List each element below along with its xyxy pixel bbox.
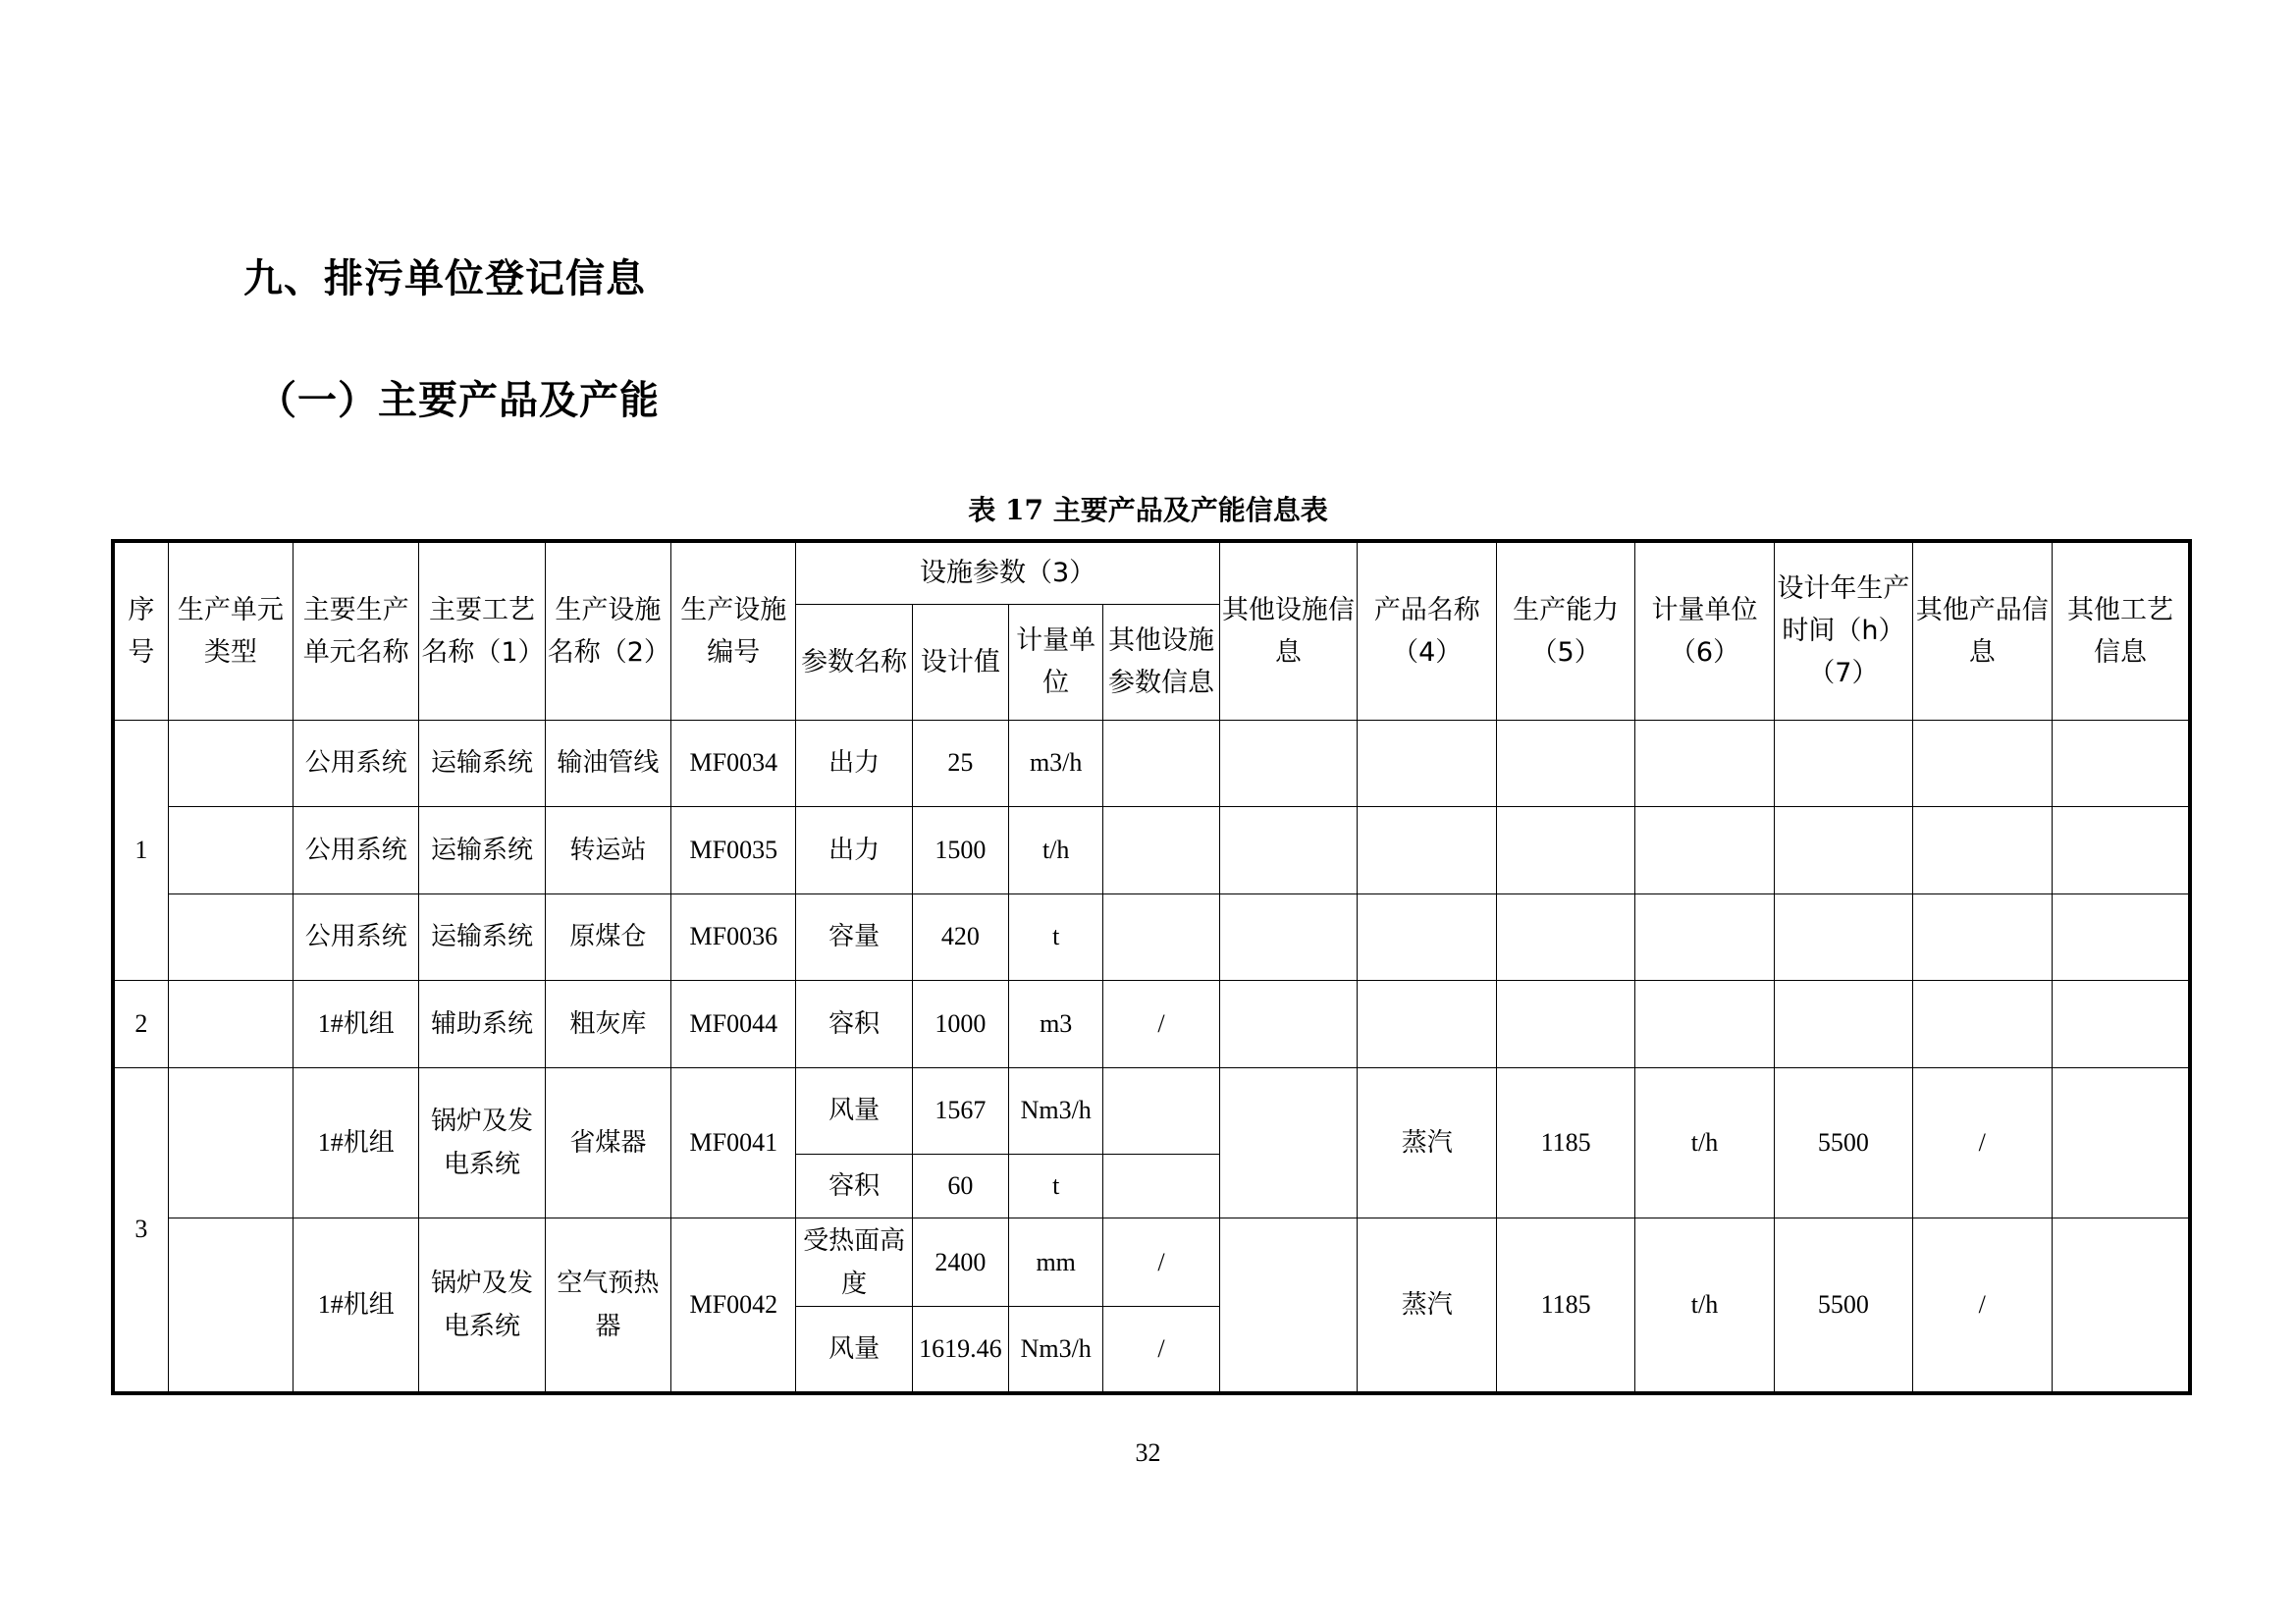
cell-other-param: / (1103, 981, 1219, 1068)
table-header (113, 541, 2190, 720)
cell-product (1358, 720, 1497, 807)
table-row (113, 807, 2190, 894)
cell-design-value: 60 (912, 1155, 1008, 1218)
cell-capacity (1497, 807, 1634, 894)
header-hours: 设计年生产时间（h）（7） (1775, 541, 1912, 720)
cell-capacity: 1185 (1497, 1067, 1634, 1218)
header-cap-unit: 计量单位（6） (1634, 541, 1774, 720)
subsection-heading: （一）主要产品及产能 (257, 378, 660, 423)
cell-design-value: 1500 (912, 807, 1008, 894)
cell-other-product (1912, 981, 2052, 1068)
cell-facility: 粗灰库 (545, 981, 670, 1068)
header-param-name: 参数名称 (796, 604, 912, 720)
header-other-process: 其他工艺信息 (2052, 541, 2190, 720)
cell-product: 蒸汽 (1358, 1067, 1497, 1218)
cell-other-product (1912, 807, 2052, 894)
header-other-param: 其他设施参数信息 (1103, 604, 1219, 720)
cell-other-facility (1219, 981, 1357, 1068)
cell-unit-type (168, 720, 293, 807)
cell-other-facility (1219, 720, 1357, 807)
cell-code: MF0036 (671, 893, 796, 981)
cell-product (1358, 807, 1497, 894)
cell-cap-unit (1634, 807, 1774, 894)
cell-param-name: 容量 (796, 893, 912, 981)
header-capacity: 生产能力（5） (1497, 541, 1634, 720)
cell-cap-unit: t/h (1634, 1067, 1774, 1218)
table-row (113, 893, 2190, 981)
cell-facility: 输油管线 (545, 720, 670, 807)
cell-facility: 空气预热器 (545, 1218, 670, 1393)
header-other-facility: 其他设施信息 (1219, 541, 1357, 720)
table-caption: 表 17 主要产品及产能信息表 (968, 494, 1328, 526)
cell-hours (1775, 720, 1912, 807)
cell-product: 蒸汽 (1358, 1218, 1497, 1393)
cell-seq: 1 (113, 720, 168, 981)
cell-process: 锅炉及发电系统 (419, 1067, 545, 1218)
header-other-product: 其他产品信息 (1912, 541, 2052, 720)
cell-other-param (1103, 893, 1219, 981)
cell-param-name: 受热面高度 (796, 1218, 912, 1307)
cell-param-name: 容积 (796, 1155, 912, 1218)
cell-design-value: 25 (912, 720, 1008, 807)
cell-other-facility (1219, 1218, 1357, 1393)
cell-seq: 2 (113, 981, 168, 1068)
cell-other-process (2052, 1218, 2190, 1393)
header-unit: 计量单位 (1009, 604, 1103, 720)
cell-other-process (2052, 893, 2190, 981)
cell-unit: t (1009, 893, 1103, 981)
table-row (113, 1067, 2190, 1155)
cell-other-product (1912, 720, 2052, 807)
header-process: 主要工艺名称（1） (419, 541, 545, 720)
cell-param-name: 出力 (796, 807, 912, 894)
cell-unit-name: 公用系统 (294, 720, 419, 807)
cell-other-product: / (1912, 1218, 2052, 1393)
header-facility: 生产设施名称（2） (545, 541, 670, 720)
cell-other-param (1103, 720, 1219, 807)
cell-hours: 5500 (1775, 1067, 1912, 1218)
cell-facility: 省煤器 (545, 1067, 670, 1218)
cell-unit: mm (1009, 1218, 1103, 1307)
cell-unit-name: 1#机组 (294, 981, 419, 1068)
cell-capacity (1497, 720, 1634, 807)
cell-capacity: 1185 (1497, 1218, 1634, 1393)
cell-code: MF0041 (671, 1067, 796, 1218)
cell-unit-type (168, 893, 293, 981)
cell-product (1358, 893, 1497, 981)
cell-other-param: / (1103, 1218, 1219, 1307)
cell-design-value: 1619.46 (912, 1306, 1008, 1393)
cell-hours (1775, 981, 1912, 1068)
cell-capacity (1497, 981, 1634, 1068)
cell-other-process (2052, 807, 2190, 894)
cell-unit-name: 公用系统 (294, 807, 419, 894)
cell-cap-unit (1634, 720, 1774, 807)
cell-cap-unit (1634, 893, 1774, 981)
cell-other-param (1103, 1067, 1219, 1155)
cell-unit: m3/h (1009, 720, 1103, 807)
cell-param-name: 风量 (796, 1067, 912, 1155)
cell-other-param (1103, 1155, 1219, 1218)
products-capacity-table (111, 539, 2192, 1395)
cell-capacity (1497, 893, 1634, 981)
table-row (113, 981, 2190, 1068)
cell-other-product (1912, 893, 2052, 981)
header-code: 生产设施编号 (671, 541, 796, 720)
cell-code: MF0034 (671, 720, 796, 807)
cell-cap-unit: t/h (1634, 1218, 1774, 1393)
cell-unit-name: 1#机组 (294, 1067, 419, 1218)
cell-hours (1775, 893, 1912, 981)
cell-code: MF0035 (671, 807, 796, 894)
cell-facility: 转运站 (545, 807, 670, 894)
cell-design-value: 1567 (912, 1067, 1008, 1155)
cell-process: 运输系统 (419, 807, 545, 894)
header-design-value: 设计值 (912, 604, 1008, 720)
cell-unit-type (168, 1218, 293, 1393)
header-product: 产品名称（4） (1358, 541, 1497, 720)
cell-design-value: 1000 (912, 981, 1008, 1068)
cell-other-process (2052, 720, 2190, 807)
header-seq: 序号 (113, 541, 168, 720)
cell-facility: 原煤仓 (545, 893, 670, 981)
cell-other-param (1103, 807, 1219, 894)
cell-design-value: 2400 (912, 1218, 1008, 1307)
header-unit-name: 主要生产单元名称 (294, 541, 419, 720)
cell-unit-name: 公用系统 (294, 893, 419, 981)
cell-seq: 3 (113, 1067, 168, 1393)
cell-unit: t (1009, 1155, 1103, 1218)
cell-other-product: / (1912, 1067, 2052, 1218)
cell-unit: Nm3/h (1009, 1067, 1103, 1155)
cell-param-name: 出力 (796, 720, 912, 807)
cell-param-name: 容积 (796, 981, 912, 1068)
cell-param-name: 风量 (796, 1306, 912, 1393)
cell-unit: m3 (1009, 981, 1103, 1068)
cell-process: 运输系统 (419, 720, 545, 807)
section-heading: 九、排污单位登记信息 (243, 256, 646, 301)
cell-unit: t/h (1009, 807, 1103, 894)
table-row (113, 1218, 2190, 1307)
cell-unit-name: 1#机组 (294, 1218, 419, 1393)
table-body (113, 720, 2190, 1393)
cell-other-facility (1219, 807, 1357, 894)
cell-hours: 5500 (1775, 1218, 1912, 1393)
cell-hours (1775, 807, 1912, 894)
cell-unit-type (168, 1067, 293, 1218)
cell-unit-type (168, 807, 293, 894)
cell-unit-type (168, 981, 293, 1068)
page-number: 32 (1135, 1438, 1161, 1467)
cell-code: MF0042 (671, 1218, 796, 1393)
cell-process: 运输系统 (419, 893, 545, 981)
header-params-group: 设施参数（3） (796, 541, 1219, 604)
cell-design-value: 420 (912, 893, 1008, 981)
cell-process: 辅助系统 (419, 981, 545, 1068)
cell-other-process (2052, 981, 2190, 1068)
cell-code: MF0044 (671, 981, 796, 1068)
cell-other-param: / (1103, 1306, 1219, 1393)
cell-process: 锅炉及发电系统 (419, 1218, 545, 1393)
cell-cap-unit (1634, 981, 1774, 1068)
cell-other-process (2052, 1067, 2190, 1218)
cell-other-facility (1219, 893, 1357, 981)
cell-product (1358, 981, 1497, 1068)
header-unit-type: 生产单元类型 (168, 541, 293, 720)
table-row (113, 720, 2190, 807)
cell-other-facility (1219, 1067, 1357, 1218)
cell-unit: Nm3/h (1009, 1306, 1103, 1393)
